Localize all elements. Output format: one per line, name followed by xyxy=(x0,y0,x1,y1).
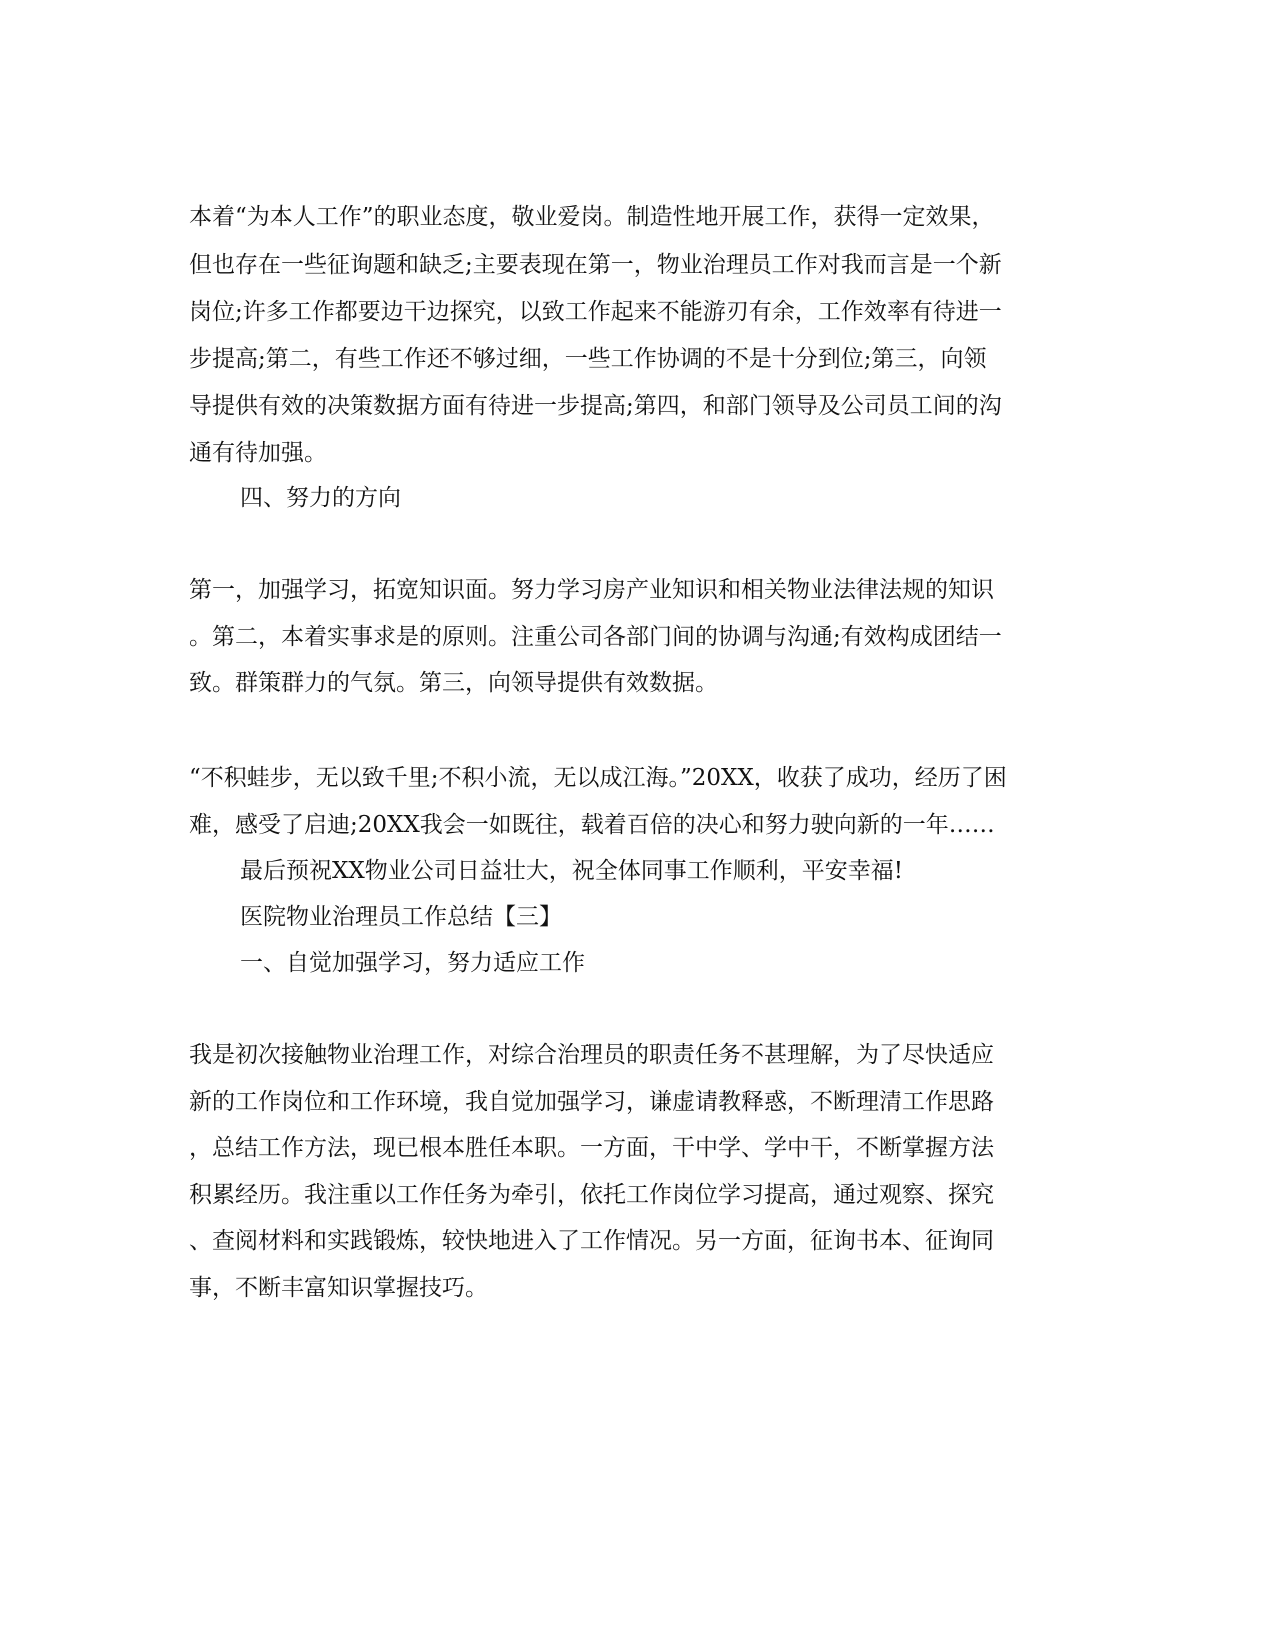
paragraph-4-line-5: 、查阅材料和实践锻炼，较快地进入了工作情况。另一方面，征询书本、征询同 xyxy=(189,1228,994,1254)
paragraph-1-line-4: 步提高;第二，有些工作还不够过细，一些工作协调的不是十分到位;第三，向领 xyxy=(189,346,987,372)
paragraph-4-line-1: 我是初次接触物业治理工作，对综合治理员的职责任务不甚理解，为了尽快适应 xyxy=(189,1042,994,1068)
paragraph-4-line-6: 事，不断丰富知识掌握技巧。 xyxy=(189,1275,488,1301)
paragraph-1-line-2: 但也存在一些征询题和缺乏;主要表现在第一，物业治理员工作对我而言是一个新 xyxy=(189,252,1002,278)
paragraph-1-line-6: 通有待加强。 xyxy=(189,440,327,466)
closing-wish: 最后预祝XX物业公司日益壮大，祝全体同事工作顺利，平安幸福! xyxy=(240,858,903,884)
section-heading-effort-direction: 四、努力的方向 xyxy=(240,485,401,511)
paragraph-4-line-4: 积累经历。我注重以工作任务为牵引，依托工作岗位学习提高，通过观察、探究 xyxy=(189,1182,994,1208)
section-heading-study: 一、自觉加强学习，努力适应工作 xyxy=(240,950,585,976)
paragraph-1-line-3: 岗位;许多工作都要边干边探究，以致工作起来不能游刃有余，工作效率有待进一 xyxy=(189,299,1002,325)
paragraph-1-line-5: 导提供有效的决策数据方面有待进一步提高;第四，和部门领导及公司员工间的沟 xyxy=(189,393,1002,419)
paragraph-4-line-3: ，总结工作方法，现已根本胜任本职。一方面，干中学、学中干，不断掌握方法 xyxy=(189,1135,994,1161)
paragraph-3-line-1: “不积蛙步，无以致千里;不积小流，无以成江海。”20XX，收获了成功，经历了困 xyxy=(189,765,1007,791)
paragraph-4-line-2: 新的工作岗位和工作环境，我自觉加强学习，谦虚请教释惑，不断理清工作思路 xyxy=(189,1089,994,1115)
paragraph-2-line-3: 致。群策群力的气氛。第三，向领导提供有效数据。 xyxy=(189,670,718,696)
paragraph-2-line-2: 。第二，本着实事求是的原则。注重公司各部门间的协调与沟通;有效构成团结一 xyxy=(189,624,1002,650)
paragraph-3-line-2: 难，感受了启迪;20XX我会一如既往，载着百倍的决心和努力驶向新的一年…… xyxy=(189,812,995,838)
paragraph-2-line-1: 第一，加强学习，拓宽知识面。努力学习房产业知识和相关物业法律法规的知识 xyxy=(189,577,994,603)
document-title-part-three: 医院物业治理员工作总结【三】 xyxy=(240,904,562,930)
paragraph-1-line-1: 本着“为本人工作”的职业态度，敬业爱岗。制造性地开展工作，获得一定效果， xyxy=(189,204,995,230)
